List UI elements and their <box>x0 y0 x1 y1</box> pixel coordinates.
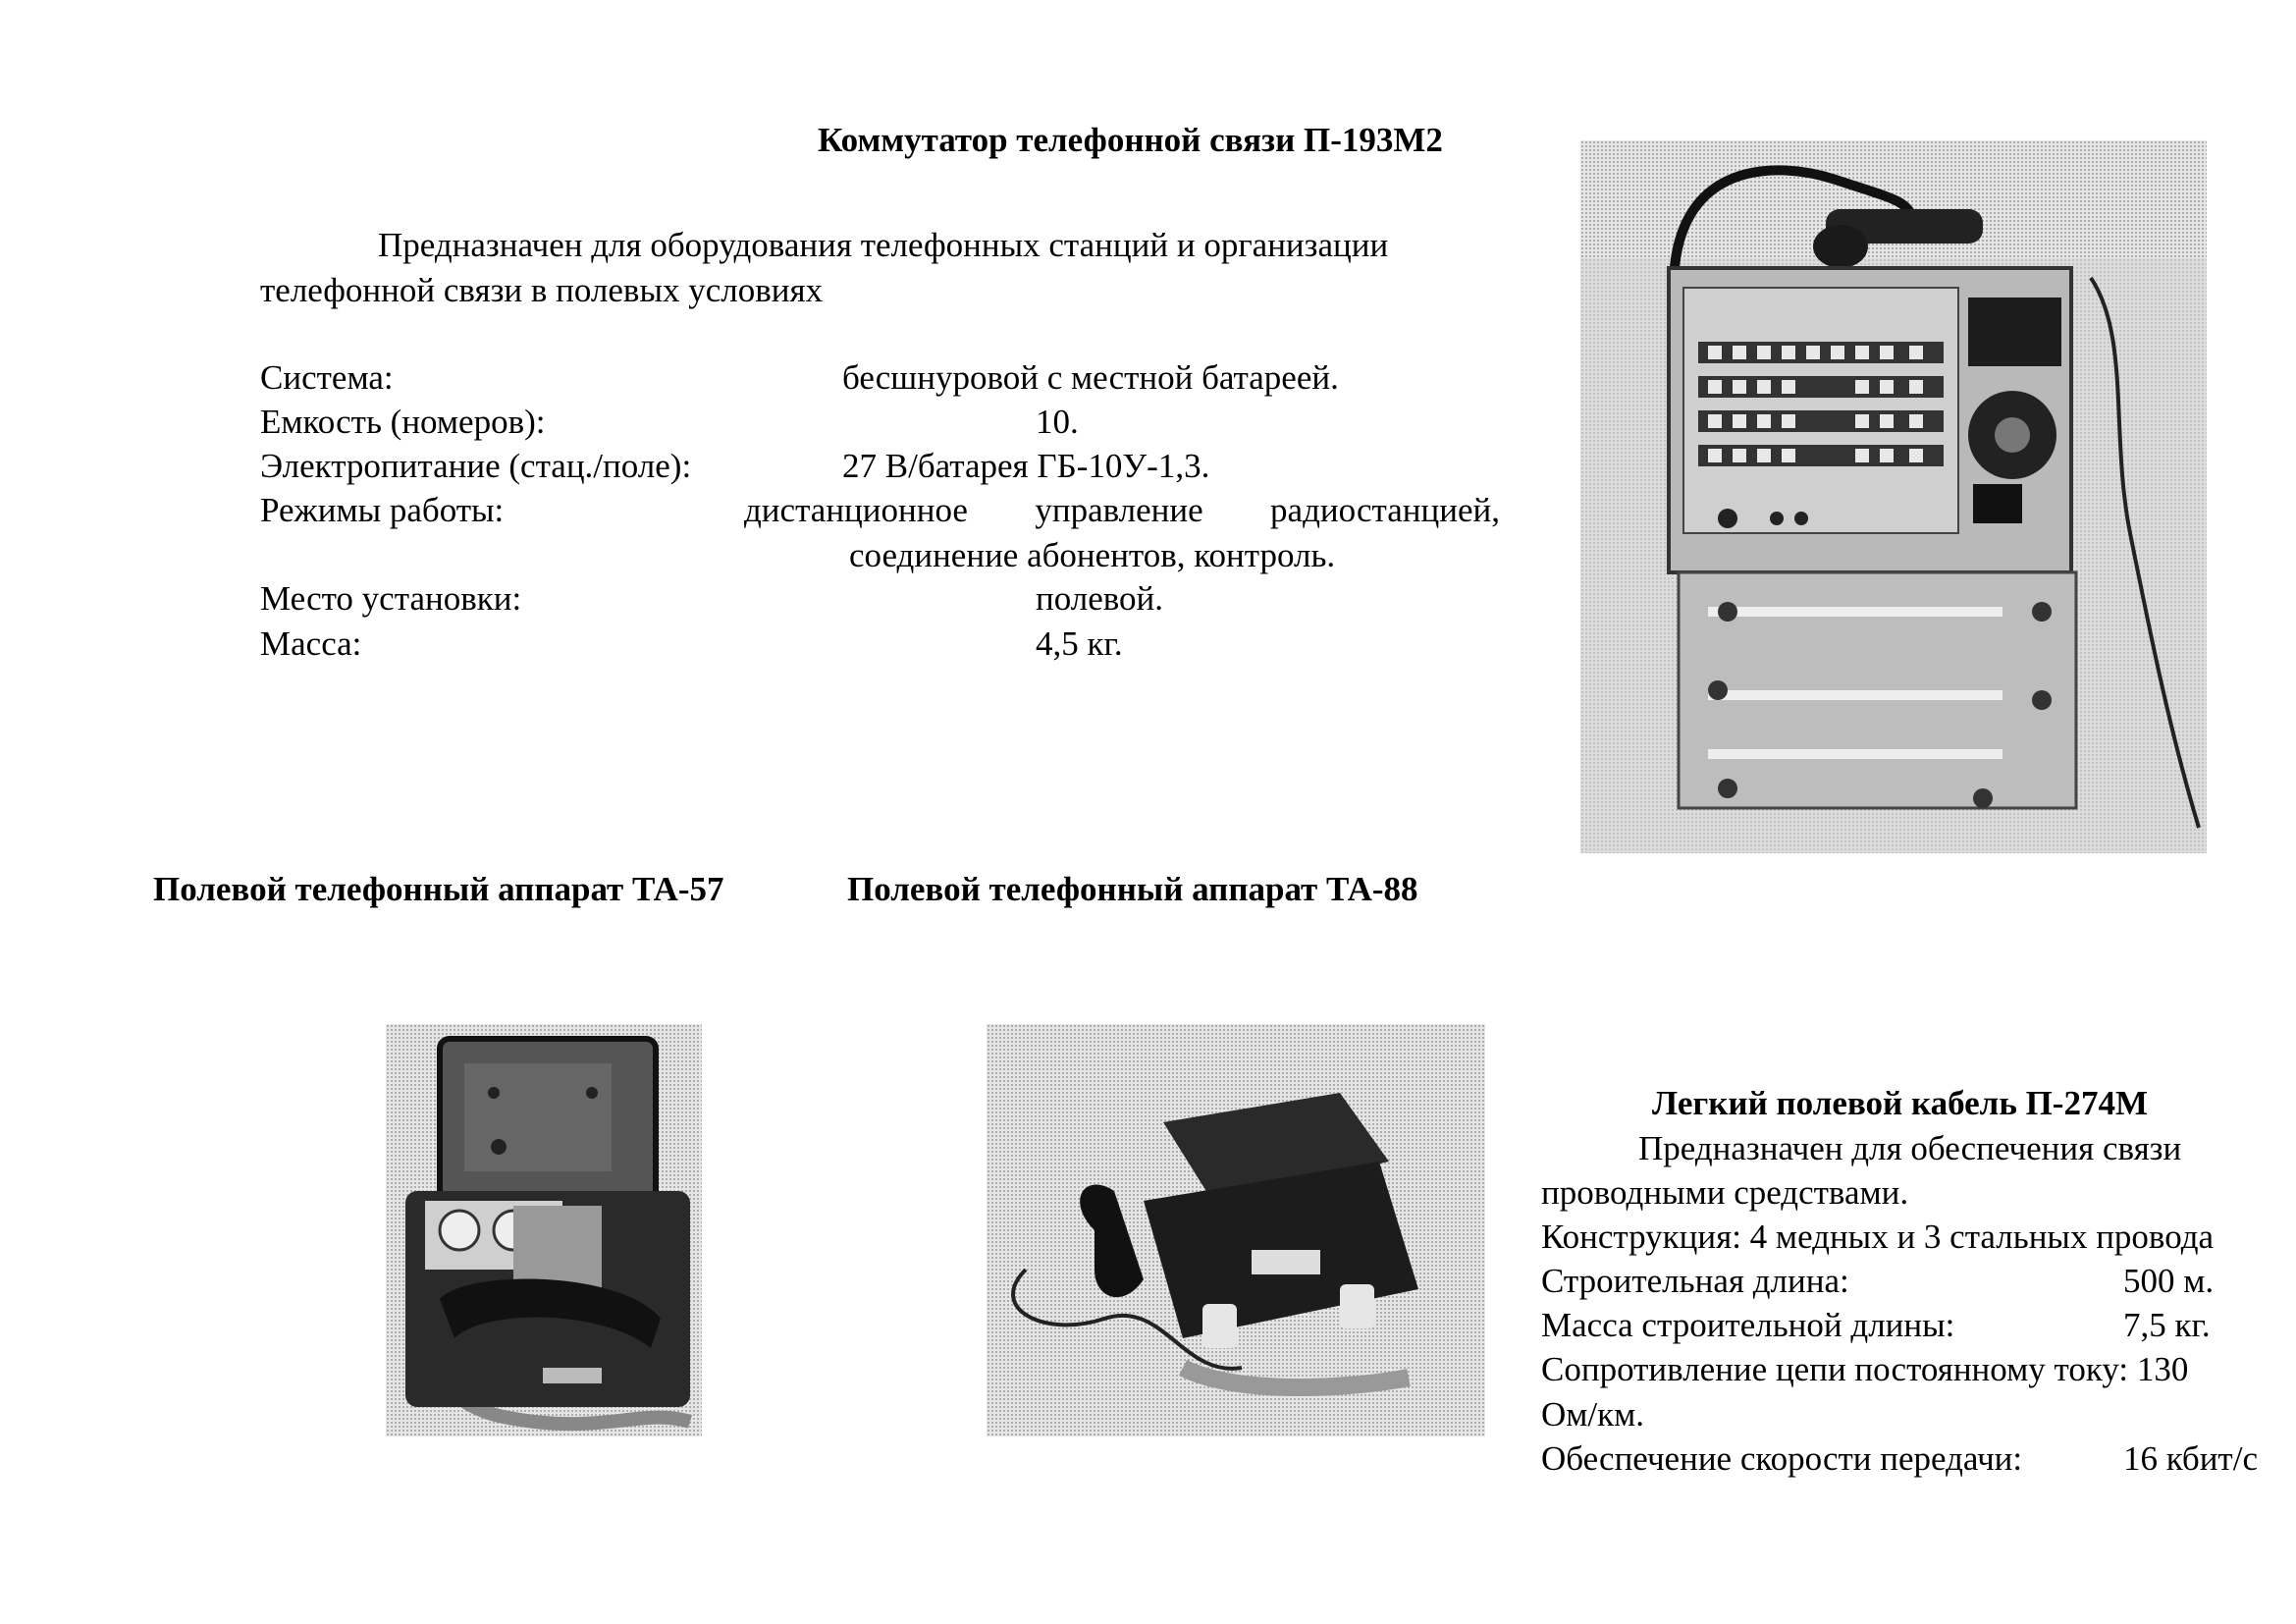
cable-resistance-line1: Сопротивление цепи постоянному току: 130 <box>1541 1350 2189 1388</box>
switchboard-desc-line1: Предназначен для оборудования телефонных станций и организации <box>378 226 1389 264</box>
switchboard-photo <box>1580 140 2207 853</box>
spec-label-mass: Масса: <box>260 624 362 663</box>
cable-speed-label: Обеспечение скорости передачи: <box>1541 1439 2023 1478</box>
spec-value-mass: 4,5 кг. <box>1036 624 1123 663</box>
cable-mass-value: 7,5 кг. <box>2123 1306 2211 1344</box>
spec-label-capacity: Емкость (номеров): <box>260 403 546 441</box>
spec-label-location: Место установки: <box>260 579 522 618</box>
spec-label-system: Система: <box>260 358 394 397</box>
ta88-photo <box>987 1024 1485 1436</box>
ta57-title: Полевой телефонный аппарат ТА-57 <box>153 870 724 908</box>
spec-label-power: Электропитание (стац./поле): <box>260 447 692 485</box>
spec-value-capacity: 10. <box>1036 403 1079 441</box>
ta57-photo <box>386 1024 702 1436</box>
spec-value-system: бесшнуровой с местной батареей. <box>842 358 1339 397</box>
cable-mass-label: Масса строительной длины: <box>1541 1306 1955 1344</box>
spec-value-modes-line1: дистанционное управление радиостанцией, <box>744 491 1500 529</box>
cable-length-value: 500 м. <box>2123 1262 2215 1300</box>
cable-construction: Конструкция: 4 медных и 3 стальных провода <box>1541 1218 2215 1256</box>
spec-value-power: 27 В/батарея ГБ-10У-1,3. <box>842 447 1210 485</box>
cable-title: Легкий полевой кабель П-274М <box>1652 1084 2148 1122</box>
cable-desc-line2: проводными средствами. <box>1541 1173 1909 1212</box>
cable-speed-value: 16 кбит/с <box>2123 1439 2258 1478</box>
switchboard-desc-line2: телефонной связи в полевых условиях <box>260 271 824 309</box>
cable-resistance-line2: Ом/км. <box>1541 1395 1645 1434</box>
spec-value-modes-line2: соединение абонентов, контроль. <box>849 536 1336 574</box>
spec-value-location: полевой. <box>1036 579 1164 618</box>
spec-label-modes: Режимы работы: <box>260 491 505 529</box>
cable-length-label: Строительная длина: <box>1541 1262 1849 1300</box>
cable-desc-line1: Предназначен для обеспечения связи <box>1638 1129 2182 1167</box>
ta88-title: Полевой телефонный аппарат ТА-88 <box>847 870 1418 908</box>
switchboard-title: Коммутатор телефонной связи П-193М2 <box>818 121 1443 159</box>
